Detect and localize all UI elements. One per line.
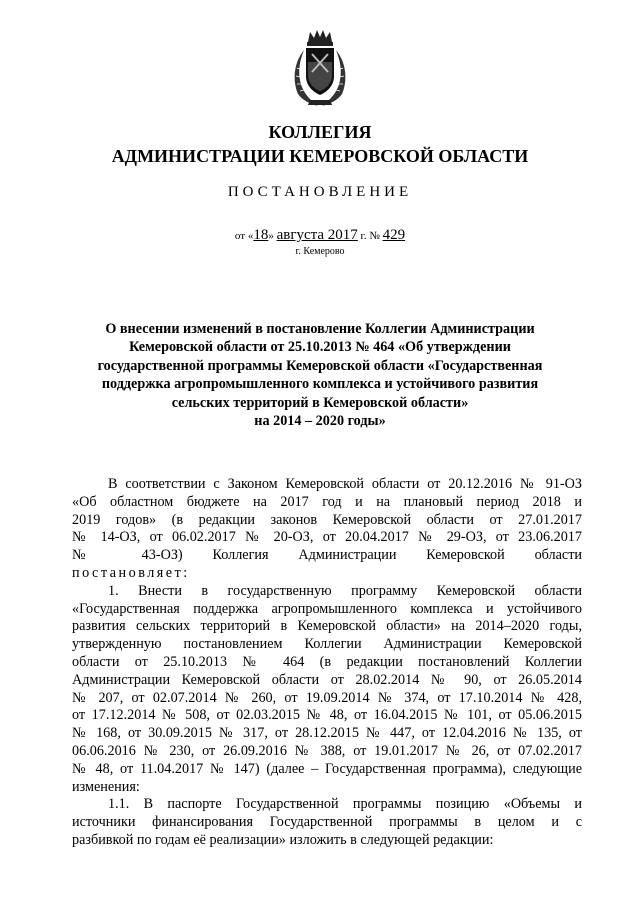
- body-line: области от 25.10.2013 № 464 (в редакции постановлений Коллегии: [72, 653, 582, 670]
- body-line: В соответствии с Законом Кемеровской области от 20.12.2016 № 91-ОЗ: [108, 476, 582, 492]
- body-line: утвержденную постановлением Коллегии Администрации Кемеровской: [72, 636, 582, 653]
- org-title-line-2: АДМИНИСТРАЦИИ КЕМЕРОВСКОЙ ОБЛАСТИ: [111, 146, 529, 166]
- body-line: «Об областном бюджете на 2017 год и на плановый период 2018 и: [72, 493, 582, 510]
- body-line: 2019 годов» (в редакции законов Кемеровской области от 27.01.2017: [72, 511, 582, 528]
- date-day: 18: [253, 227, 269, 243]
- body-line: № 168, от 30.09.2015 № 317, от 28.12.2015 № 447, от 12.04.2016 № 135, от: [72, 725, 582, 742]
- date-suffix: г. №: [357, 230, 380, 242]
- heading-line: О внесении изменений в постановление Коллегии Администрации: [105, 321, 535, 337]
- heading-line: поддержка агропромышленного комплекса и устойчивого развития: [101, 376, 539, 393]
- date-prefix: от «: [234, 230, 254, 242]
- document-number: 429: [382, 227, 406, 243]
- heading-line: на 2014 – 2020 годы»: [254, 413, 386, 430]
- body-line: № 207, от 02.07.2014 № 260, от 19.09.2014 № 374, от 17.10.2014 № 428,: [72, 689, 582, 706]
- body-line: разбивкой по годам её реализации» изложить в следующей редакции:: [72, 831, 494, 848]
- body-line: развития сельских территорий в Кемеровской области» на 2014–2020 годы,: [72, 618, 582, 635]
- city: г. Кемерово: [295, 246, 345, 257]
- date-month-year: августа 2017: [276, 227, 358, 243]
- body-line: Администрации Кемеровской области от 28.02.2014 № 90, от 26.05.2014: [72, 671, 582, 688]
- heading-line: Кемеровской области от 25.10.2013 № 464 «Об утверждении: [129, 339, 511, 356]
- coat-of-arms-emblem: [288, 28, 352, 110]
- body-line: № 48, от 11.04.2017 № 147) (далее – Государственная программа), следующие: [72, 760, 582, 777]
- body-line: постановляет:: [72, 564, 190, 581]
- body-line: 06.06.2016 № 230, от 26.09.2016 № 388, от 19.01.2017 № 26, от 07.02.2017: [72, 742, 582, 759]
- heading-line: государственной программы Кемеровской области «Государственная: [97, 357, 543, 374]
- org-title-line-1: КОЛЛЕГИЯ: [268, 122, 372, 142]
- document-type: ПОСТАНОВЛЕНИЕ: [227, 184, 413, 200]
- date-number-line: [0, 227, 640, 244]
- document-heading: [70, 320, 570, 430]
- body-line: 1. Внести в государственную программу Кемеровской области: [108, 582, 582, 599]
- body-line: № 43-ОЗ) Коллегия Администрации Кемеровской области: [72, 547, 582, 564]
- body-line: от 17.12.2014 № 508, от 02.03.2015 № 48, от 16.04.2015 № 101, от 05.06.2015: [72, 707, 582, 724]
- date-mid: »: [268, 230, 277, 242]
- body-line: № 14-ОЗ, от 06.02.2017 № 20-ОЗ, от 20.04.2017 № 29-ОЗ, от 23.06.2017: [72, 529, 582, 546]
- body-line: источники финансирования Государственной программы в целом и с: [72, 814, 582, 831]
- body-line: «Государственная поддержка агропромышленного комплекса и устойчивого: [72, 600, 582, 617]
- heading-line: сельских территорий в Кемеровской области»: [171, 394, 469, 411]
- document-body: [72, 476, 582, 850]
- body-line: 1.1. В паспорте Государственной программы позицию «Объемы и: [108, 796, 582, 813]
- body-line: изменения:: [72, 778, 140, 795]
